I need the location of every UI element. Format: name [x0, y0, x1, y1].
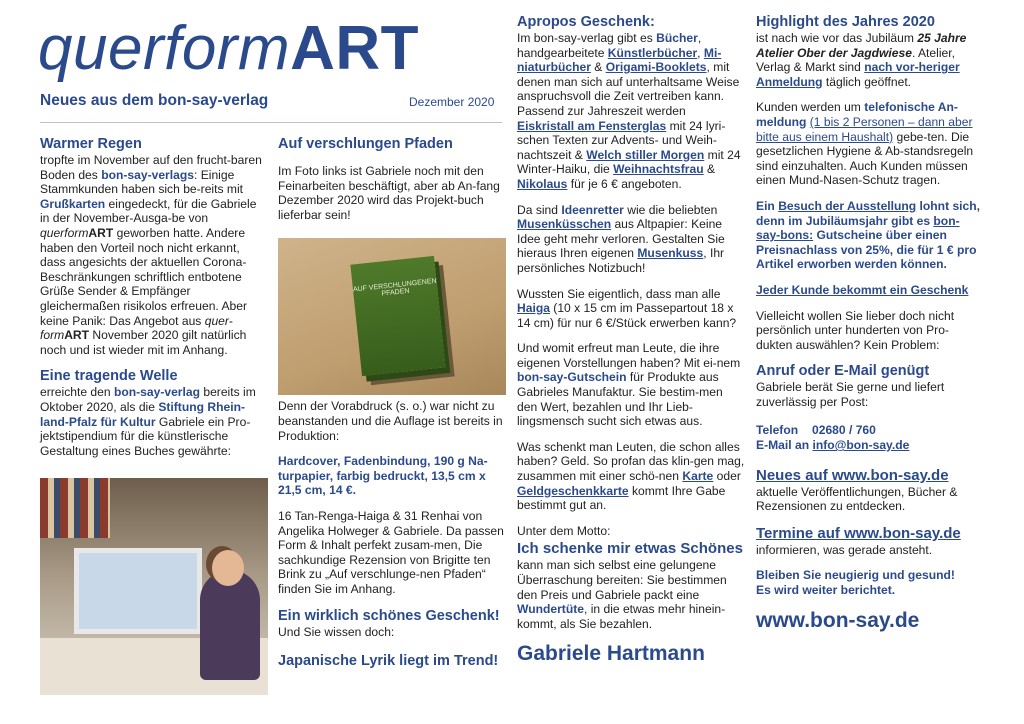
- heading-anruf: Anruf oder E-Mail genügt: [756, 363, 930, 380]
- heading-warmer-regen: Warmer Regen: [40, 136, 142, 152]
- paragraph-besuch: Ein Besuch der Ausstellung lohnt sich, denn im Jubiläumsjahr gibt es bon-say-bons: Gutscheine über einen Preisnachlass von 25%, die für 1 € pro Artikel erworben werden können.: [756, 198, 981, 272]
- paragraph-vorabdruck: Denn der Vorabdruck (s. o.) war nicht zu beanstanden und die Auflage ist bereits in Produktion:: [278, 399, 503, 443]
- link-musenkuss[interactable]: Musenkuss: [637, 246, 704, 261]
- link-jeder-kunde[interactable]: Jeder Kunde bekommt ein Geschenk: [756, 282, 969, 297]
- heading-schoenes-geschenk: Ein wirklich schönes Geschenk!: [278, 607, 500, 624]
- photo-gabriele-at-desk: [40, 478, 268, 695]
- author-name: Gabriele Hartmann: [517, 642, 705, 666]
- link-haiga[interactable]: Haiga: [517, 301, 550, 316]
- paragraph-beraet: Gabriele berät Sie gerne und liefert zuverlässig per Post:: [756, 380, 945, 409]
- heading-verschlungen-pfaden: Auf verschlungen Pfaden: [278, 136, 453, 152]
- paragraph-haiga: Wussten Sie eigentlich, dass man alle Haiga (10 x 15 cm im Passepartout 18 x 14 cm) für nur 6 €/Stück erwerben kann?: [517, 286, 737, 330]
- heading-neues[interactable]: Neues auf www.bon-say.de: [756, 466, 949, 484]
- link-origami-booklets[interactable]: Origami-Booklets: [605, 60, 707, 75]
- heading-termine[interactable]: Termine auf www.bon-say.de: [756, 524, 961, 542]
- photo-book-stack: [278, 238, 506, 395]
- paragraph-termine: informieren, was gerade ansteht.: [756, 542, 933, 557]
- link-weihnachtsfrau[interactable]: Weihnachtsfrau: [613, 162, 704, 177]
- heading-ich-schenke-mir: Ich schenke mir etwas Schönes: [517, 540, 743, 558]
- paragraph-jubilaeum: ist nach wie vor das Jubiläum 25 Jahre Atelier Ober der Jagdwiese. Atelier, Verlag & Markt sind nach vor-heriger Anmeldung täglich geöffnet.: [756, 31, 967, 89]
- link-bon-say-bons[interactable]: bon-say-bons:: [756, 213, 960, 243]
- paragraph-neues: aktuelle Veröffentlichungen, Bücher & Rezensionen zu entdecken.: [756, 484, 958, 514]
- logo-light: querform: [38, 14, 291, 83]
- paragraph-gutschein: Und womit erfreut man Leute, die ihre eigenen Vorstellungen haben? Mit ei-nem bon-say-Gutschein für Produkte aus Gabrieles Manufaktur. Sie bestim-men den Wert, bezahlen und Ihr Lieb-lingsmensch sucht sich etwas aus.: [517, 341, 741, 429]
- link-geldgeschenkkarte[interactable]: Geldgeschenkkarte: [517, 483, 629, 498]
- paragraph-ideenretter: Da sind Ideenretter wie die beliebten Musenküsschen aus Altpapier: Keine Idee geht mehr verloren. Gestalten Sie hieraus Ihren eigenen Musenkuss, Ihr persönliches Notizbuch!: [517, 202, 725, 275]
- link-nikolaus[interactable]: Nikolaus: [517, 176, 568, 191]
- column-2: [278, 136, 504, 670]
- column-4: [756, 14, 982, 633]
- book-cover-text: AUF VERSCHLUNGENEN PFADEN: [352, 277, 437, 298]
- paragraph-warmer-regen: tropfte im November auf den frucht-baren Boden des bon-say-verlags: Einige Stammkunden haben sich be-reits mit Grußkarten eingedeckt, für die Gabriele in der November-Ausga-be von querformART geworben hatte. Andere haben den Vorteil noch nicht erkannt, dass angesichts der aktuellen Corona-Beschränkungen schriftlich entbotene Grüße Sender & Empfänger gleichermaßen risikolos erfreuen. Aber keine Panik: Das Angebot aus quer-formART November 2020 gilt natürlich noch und ist wieder mit im Anhang.: [40, 153, 262, 357]
- heading-japanische-lyrik: Japanische Lyrik liegt im Trend!: [278, 653, 499, 670]
- column-1: [40, 136, 268, 469]
- paragraph-vielleicht: Vielleicht wollen Sie lieber doch nicht persönlich unter hunderten von Pro-dukten auswählen? Kein Problem:: [756, 308, 955, 352]
- phone-label: Telefon: [756, 423, 799, 438]
- heading-apropos-geschenk: Apropos Geschenk:: [517, 14, 655, 30]
- paragraph-bleiben: Bleiben Sie neugierig und gesund! Es wird weiter berichtet.: [756, 568, 955, 598]
- monitor-shape: [74, 548, 202, 634]
- paragraph-specs: Hardcover, Fadenbindung, 190 g Na-turpapier, farbig bedruckt, 13,5 cm x 21,5 cm, 14 €.: [278, 454, 488, 498]
- paragraph-und-sie-wissen: Und Sie wissen doch:: [278, 624, 395, 639]
- link-karte[interactable]: Karte: [682, 469, 714, 484]
- link-besuch-ausstellung[interactable]: Besuch der Ausstellung: [778, 198, 917, 213]
- paragraph-buecher: Im bon-say-verlag gibt es Bücher, handgearbeitete Künstlerbücher, Mi-niaturbücher & Origami-Booklets, mit denen man sich auf unterhaltsame Weise anspruchsvoll die Zeit vertreiben kann. Passend zur Jahreszeit werden Eiskristall am Fensterglas mit 24 lyri-schen Texten zur Advents- und Weih-nachtszeit & Welch stiller Morgen mit 24 Winter-Haiku, die Weihnachtsfrau & Nikolaus für je 6 € angeboten.: [517, 31, 741, 191]
- link-musenkuesschen[interactable]: Musenküsschen: [517, 217, 612, 232]
- person-shape: [200, 570, 260, 680]
- contact-block: [756, 423, 982, 452]
- heading-highlight: Highlight des Jahres 2020: [756, 14, 935, 30]
- paragraph-tan-renga: 16 Tan-Renga-Haiga & 31 Renhai von Angelika Holweger & Gabriele. Da passen Form & Inhalt perfekt zusam-men, Die sachkundige Rezension von Brigitte ten Brink zu „Auf verschlunge-nen Pfaden“ finden Sie im Anhang.: [278, 508, 504, 596]
- logo: [38, 14, 420, 83]
- paragraph-foto-links: Im Foto links ist Gabriele noch mit den Feinarbeiten beschäftigt, aber ab An-fang Dezember 2020 wird das Projekt-buch lieferbar sein!: [278, 164, 500, 222]
- paragraph-kunden: Kunden werden um telefonische An-meldung (1 bis 2 Personen – dann aber bitte aus einem Haushalt) gebe-ten. Die gesetzlichen Hygiene & Ab-standsregeln sind einzuhalten. Auch Kunden müssen einen Mund-Nasen-Schutz tragen.: [756, 100, 974, 188]
- issue-date: Dezember 2020: [409, 95, 495, 109]
- column-3: [517, 14, 745, 666]
- link-anmeldung[interactable]: nach vor-heriger Anmeldung: [756, 60, 960, 89]
- link-welch-stiller-morgen[interactable]: Welch stiller Morgen: [586, 147, 705, 162]
- website-url[interactable]: www.bon-say.de: [756, 608, 920, 632]
- email-link[interactable]: info@bon-say.de: [812, 438, 910, 453]
- link-eiskristall[interactable]: Eiskristall am Fensterglas: [517, 118, 667, 133]
- heading-tragende-welle: Eine tragende Welle: [40, 368, 178, 385]
- logo-heavy: ART: [290, 14, 420, 83]
- head-shape: [212, 550, 244, 586]
- bookshelf-shape: [40, 478, 110, 538]
- email-label: E-Mail an: [756, 438, 813, 453]
- paragraph-tragende-welle: erreichte den bon-say-verlag bereits im Oktober 2020, als die Stiftung Rhein-land-Pfalz für Kultur Gabriele ein Pro-jektstipendium für die künstlerische Gestaltung eines Buches gewährte:: [40, 385, 256, 458]
- book-shape: [350, 256, 445, 376]
- link-kuenstlerbuecher[interactable]: Künstlerbücher: [607, 45, 698, 60]
- header-divider: [40, 122, 502, 123]
- link-miniaturbuecher[interactable]: Mi-niaturbücher: [517, 45, 722, 75]
- phone-value[interactable]: 02680 / 760: [812, 423, 876, 438]
- paragraph-wundertuete: kann man sich selbst eine gelungene Überraschung bereiten: Sie bestimmen den Preis und Gabriele packt eine Wundertüte, in die etwas mehr hinein-kommt, als Sie bezahlen.: [517, 558, 727, 631]
- paragraph-geld: Was schenkt man Leuten, die schon alles haben? Geld. So profan das klin-gen mag, zusammen mit einer schö-nen Karte oder Geldgeschenkkarte kommt Ihre Gabe bestimmt gut an.: [517, 439, 745, 513]
- paragraph-motto: Unter dem Motto:: [517, 523, 611, 538]
- subtitle: Neues aus dem bon-say-verlag: [40, 92, 269, 109]
